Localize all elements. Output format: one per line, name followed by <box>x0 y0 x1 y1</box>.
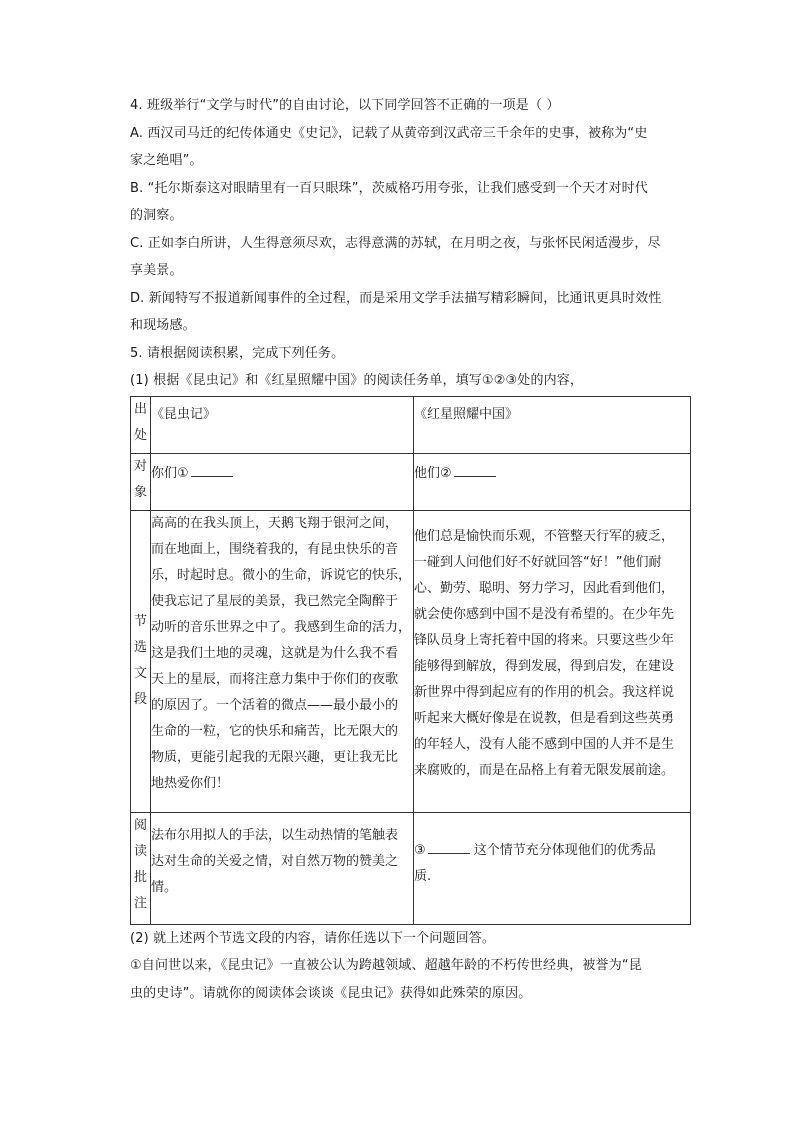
exam-page <box>130 92 692 1007</box>
q5-sub1: (1) 根据《昆虫记》和《红星照耀中国》的阅读任务单，填写①②③处的内容， <box>130 373 584 388</box>
label-note: 阅 读 批 注 <box>131 812 151 924</box>
note1-cell: 法布尔用拟人的手法，以生动热情的笔触表 达对生命的关爱之情，对自然万物的赞美之 情。 <box>151 812 414 924</box>
excerpt2-cell: 他们总是愉快而乐观，不管整天行军的疲乏， 一碰到人问他们好不好就回答“好！”他们耐 心、勤劳、聪明、努力学习，因此看到他们， 就会使你感到中国不是没有希望的。在少年先 锋队员身上寄托着中国的将来。只要这些少年 能够得到解放，得到发展，得到启发，在建设 新世界中得到起应有的作用的机会。我这样说 听起来大概好像是在说教，但是看到这些英勇 的年轻人，没有人能不感到中国的人并不是生 来腐败的，而是在品格上有着无限发展前途。 <box>414 510 691 812</box>
q4-option-c-line2: 享美景。 <box>130 263 183 278</box>
note2-text: 这个情节充分体现他们的优秀品 <box>473 842 656 858</box>
q4-option-a-line2: 家之绝唱”。 <box>130 153 203 168</box>
q4-option-c-line1: C. 正如李白所讲，人生得意须尽欢，志得意满的苏轼，在月明之夜，与张怀民闲适漫步，尽 <box>130 235 661 251</box>
label-source: 出 处 <box>131 396 151 453</box>
reading-task-table <box>130 396 691 925</box>
table-row-note <box>131 812 691 924</box>
table-row-source <box>131 396 691 453</box>
object1-cell <box>151 453 414 510</box>
q4-option-a-line1: A. 西汉司马迁的纪传体通史《史记》，记载了从黄帝到汉武帝三千余年的史事，被称为“史 <box>130 125 648 141</box>
q5-sub2-item-line1: ①自问世以来，《昆虫记》一直被公认为跨越领域、超越年龄的不朽传世经典，被誉为“昆 <box>130 958 642 973</box>
q4-option-d-line2: 和现场感。 <box>130 318 196 333</box>
q5-stem: 5. 请根据阅读积累，完成下列任务。 <box>130 345 345 361</box>
object2-cell <box>414 453 691 510</box>
book1-title: 《昆虫记》 <box>151 396 414 453</box>
note2-prefix: ③ <box>414 842 426 858</box>
note2-cell <box>414 812 691 924</box>
label-object: 对 象 <box>131 453 151 510</box>
q5-sub2: (2) 就上述两个节选文段的内容，请你任选以下一个问题回答。 <box>130 930 496 946</box>
q5-sub2-item-line2: 虫的史诗”。请就你的阅读体会谈谈《昆虫记》获得如此殊荣的原因。 <box>130 985 532 1001</box>
table-row-object <box>131 453 691 510</box>
label-excerpt: 节 选 文 段 <box>131 510 151 812</box>
object2-label: 他们② <box>414 465 452 481</box>
excerpt1-cell: 高高的在我头顶上，天鹅飞翔于银河之间， 而在地面上，围绕着我的，有昆虫快乐的音 乐，时起时息。微小的生命，诉说它的快乐， 使我忘记了星辰的美景，我已然完全陶醉于 动听的音乐世界之中了。我感到生命的活力， 这是我们土地的灵魂，这就是为什么我不看 天上的星辰，而将注意力集中于你们的夜歌 的原因了。一个活着的微点——最小最小的 生命的一粒，它的快乐和痛苦，比无限大的 物质，更能引起我的无限兴趣，更让我无比 地热爱你们！ <box>151 510 414 812</box>
object1-label: 你们① <box>151 465 189 481</box>
q4-stem: 4. 班级举行“文学与时代”的自由讨论，以下同学回答不正确的一项是（ ） <box>130 98 560 113</box>
book2-title: 《红星照耀中国》 <box>414 396 691 453</box>
answer-blank-1[interactable] <box>191 462 233 477</box>
table-row-excerpt <box>131 510 691 812</box>
note2-line2: 质. <box>414 868 432 884</box>
answer-blank-2[interactable] <box>454 462 496 477</box>
answer-blank-3[interactable] <box>428 839 470 854</box>
q4-option-b-line2: 的洞察。 <box>130 208 183 223</box>
q4-option-d-line1: D. 新闻特写不报道新闻事件的全过程，而是采用文学手法描写精彩瞬间，比通讯更具时效性 <box>130 290 662 306</box>
q4-option-b-line1: B. “托尔斯泰这对眼睛里有一百只眼珠”，茨威格巧用夸张，让我们感受到一个天才对时代 <box>130 180 648 196</box>
